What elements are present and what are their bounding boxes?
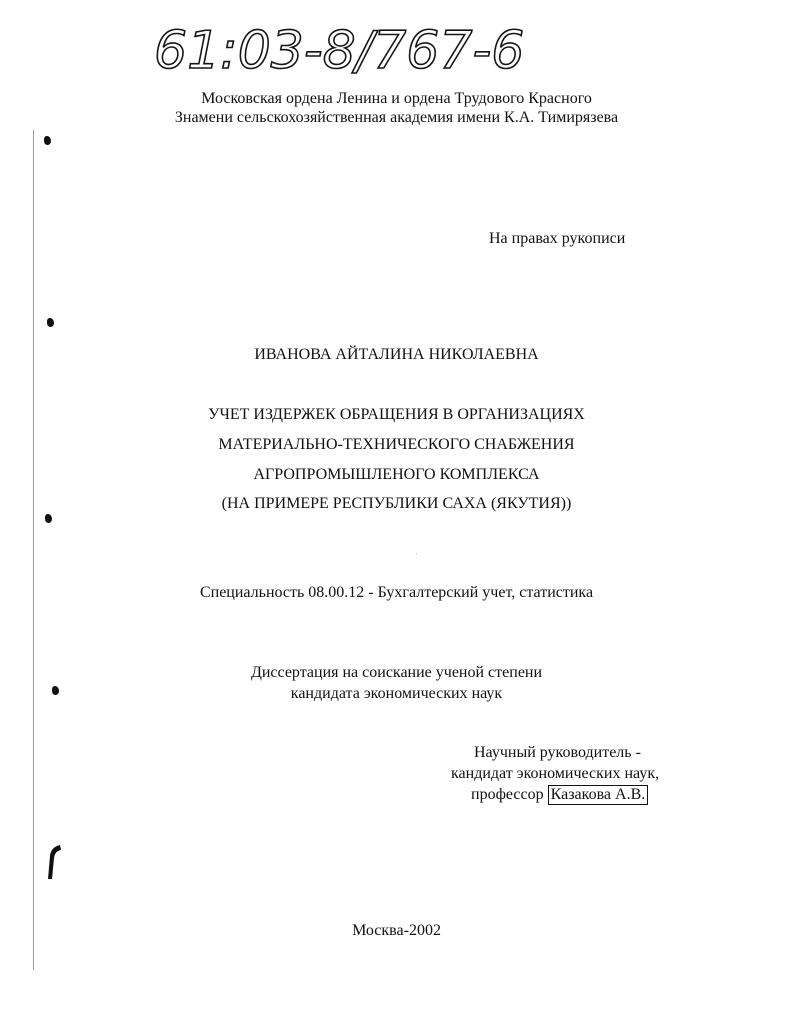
- title-line-1: УЧЕТ ИЗДЕРЖЕК ОБРАЩЕНИЯ В ОРГАНИЗАЦИЯХ: [208, 406, 585, 423]
- registry-number-text: 61:03-8/767-6: [154, 21, 525, 81]
- binding-hole-mark: [44, 136, 51, 145]
- author-name: ИВАНОВА АЙТАЛИНА НИКОЛАЕВНА: [254, 346, 539, 363]
- supervisor-line-3: [471, 785, 648, 805]
- specialty: Специальность 08.00.12 - Бухгалтерский учет, статистика: [199, 584, 594, 601]
- title-line-2: МАТЕРИАЛЬНО-ТЕХНИЧЕСКОГО СНАБЖЕНИЯ: [218, 436, 575, 453]
- scan-edge-line: [33, 130, 34, 970]
- supervisor-line-1: Научный руководитель -: [474, 744, 641, 761]
- institution-line-1: Московская ордена Ленина и ордена Трудового Красного: [201, 90, 592, 107]
- title-line-3: АГРОПРОМЫШЛЕНОГО КОМПЛЕКСА: [253, 466, 540, 483]
- supervisor-line-2: кандидат экономических наук,: [451, 765, 660, 782]
- scan-artifact-mark: [42, 842, 64, 880]
- city-year: Москва-2002: [352, 922, 441, 939]
- rights-note: На правах рукописи: [489, 230, 626, 247]
- dissertation-line-2: кандидата экономических наук: [290, 685, 503, 702]
- title-line-4: (НА ПРИМЕРЕ РЕСПУБЛИКИ САХА (ЯКУТИЯ)): [221, 495, 572, 512]
- handwritten-registry-number: [150, 8, 620, 88]
- institution-line-2: Знамени сельскохозяйственная академия имени К.А. Тимирязева: [174, 109, 619, 126]
- binding-hole-mark: [47, 318, 54, 327]
- supervisor-title: профессор: [471, 786, 544, 803]
- dissertation-line-1: Диссертация на соискание ученой степени: [250, 664, 543, 681]
- scan-speck: [416, 553, 417, 554]
- supervisor-name: Казакова А.В.: [548, 785, 649, 805]
- binding-hole-mark: [45, 514, 52, 523]
